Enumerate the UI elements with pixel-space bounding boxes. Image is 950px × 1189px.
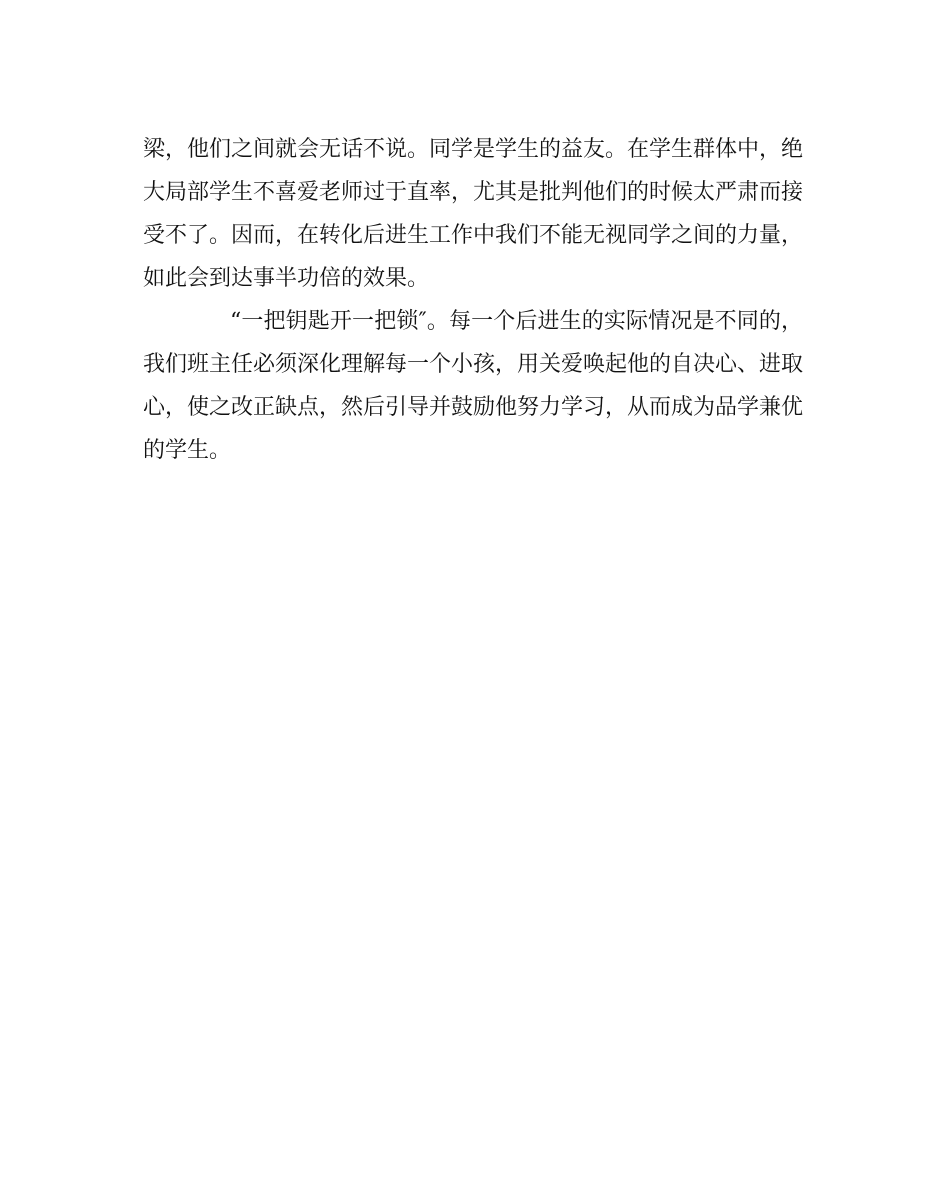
paragraph-line: “一把钥匙开一把锁″。每一个后进生的实际情况是不同的， — [230, 309, 803, 334]
paragraph-line: 如此会到达事半功倍的效果。 — [143, 266, 430, 291]
paragraph-line: 受不了。因而，在转化后进生工作中我们不能无视同学之间的力量， — [143, 223, 804, 248]
document-body — [143, 128, 803, 472]
paragraph-2 — [143, 300, 803, 472]
paragraph-line: 我们班主任必须深化理解每一个小孩，用关爱唤起他的自决心、进取 — [143, 352, 804, 377]
paragraph-line: 心，使之改正缺点，然后引导并鼓励他努力学习，从而成为品学兼优 — [143, 395, 804, 420]
paragraph-line: 的学生。 — [143, 438, 232, 463]
paragraph-line: 梁，他们之间就会无话不说。同学是学生的益友。在学生群体中，绝 — [143, 137, 804, 162]
paragraph-line: 大局部学生不喜爱老师过于直率，尤其是批判他们的时候太严肃而接 — [143, 180, 804, 205]
paragraph-1 — [143, 128, 803, 300]
